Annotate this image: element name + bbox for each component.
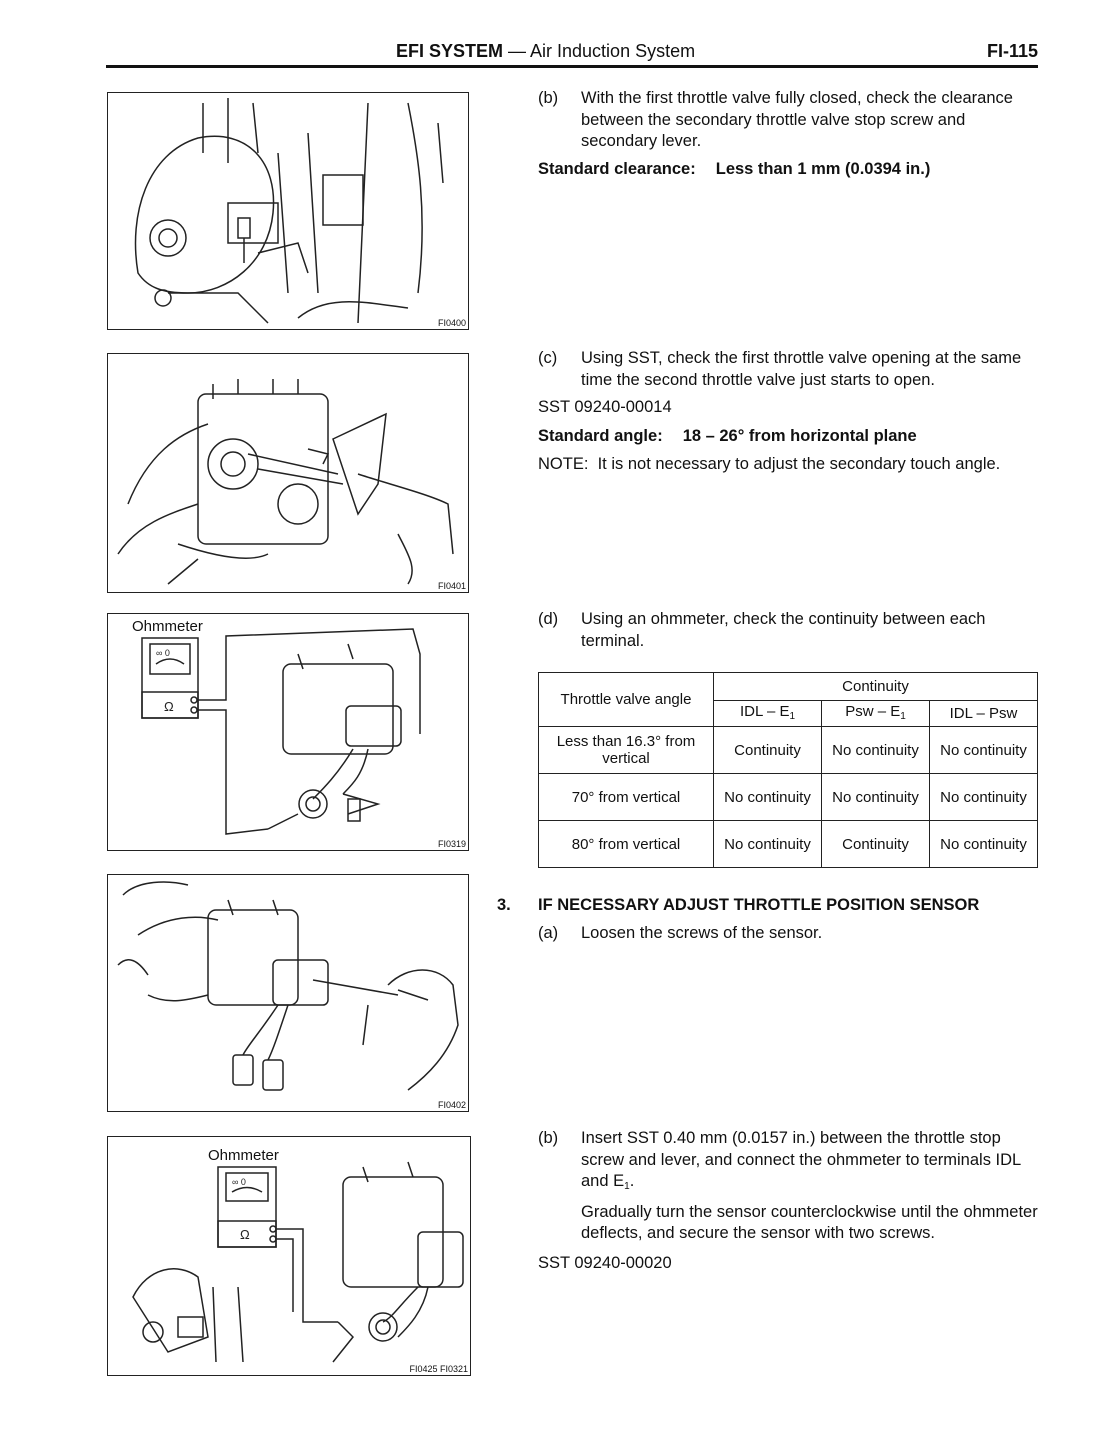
cell-angle: Less than 16.3° from vertical <box>539 727 714 774</box>
figure-sst-angle-gauge <box>107 353 469 593</box>
figure-ohmmeter-adjust <box>107 1136 471 1376</box>
figure-code: FI0402 <box>437 1100 466 1110</box>
page-header <box>106 38 1038 68</box>
cell-psw-e1: Continuity <box>822 821 930 868</box>
svg-text:Ω: Ω <box>164 699 174 714</box>
figure-ohmmeter-continuity-drawing <box>108 614 468 850</box>
page-title: EFI SYSTEM — Air Induction System <box>396 41 696 61</box>
cell-idl-psw: No continuity <box>930 821 1038 868</box>
header-rule <box>106 65 1038 68</box>
svg-text:∞ 0: ∞ 0 <box>156 648 170 658</box>
step-marker: (b) <box>538 1129 559 1147</box>
cell-idl-e1: No continuity <box>714 774 822 821</box>
note-label: NOTE: <box>538 455 589 473</box>
figure-code: FI0400 <box>437 318 466 328</box>
continuity-table <box>538 672 1038 868</box>
standard-angle-spec <box>538 426 1038 448</box>
svg-text:∞ 0: ∞ 0 <box>232 1177 246 1187</box>
step-c-angle <box>538 348 1038 476</box>
spec-label: Standard clearance: <box>538 159 696 178</box>
step-3-title: IF NECESSARY ADJUST THROTTLE POSITION SENSOR <box>538 896 980 914</box>
spec-label: Standard angle: <box>538 426 663 445</box>
cell-idl-psw: No continuity <box>930 774 1038 821</box>
step-text: Loosen the screws of the sensor. <box>581 923 823 942</box>
figure-code: FI0425 FI0321 <box>409 1364 468 1374</box>
step-c-item <box>538 348 1038 391</box>
col-header-continuity: Continuity <box>714 673 1038 701</box>
spec-value: Less than 1 mm (0.0394 in.) <box>715 159 931 178</box>
page-number: FI-115 <box>986 41 1038 61</box>
step-text: With the first throttle valve fully closed, check the clearance between the secondary throttle valve stop screw and secondary lever. <box>581 89 1013 150</box>
col-header-idl-e1: IDL – $E_1$ <box>714 701 822 727</box>
col-header-angle: Throttle valve angle <box>539 673 714 727</box>
step-d-continuity <box>538 609 1038 652</box>
cell-angle: 70° from vertical <box>539 774 714 821</box>
step-number: 3. <box>497 896 511 914</box>
step-b-insert-sst <box>538 1128 1038 1274</box>
figure-code: FI0401 <box>437 581 466 591</box>
ohmmeter-label: Ohmmeter <box>132 618 203 635</box>
table-row <box>539 821 1038 868</box>
step-3-adjust-sensor <box>497 895 1038 944</box>
sst-number: SST 09240-00014 <box>538 398 672 416</box>
step-3a-item <box>538 923 1038 945</box>
sst-number: SST 09240-00020 <box>538 1253 672 1272</box>
cell-psw-e1: No continuity <box>822 774 930 821</box>
cell-idl-e1: Continuity <box>714 727 822 774</box>
step-b-clearance <box>538 88 1038 180</box>
figure-throttle-stop-screw-drawing <box>108 93 468 329</box>
svg-text:Ω: Ω <box>240 1227 250 1242</box>
col-header-psw-e1: Psw – $E_1$ <box>822 701 930 727</box>
spec-value: 18 – 26° from horizontal plane <box>682 426 917 445</box>
step-3-heading <box>497 895 1038 917</box>
step-marker: (c) <box>538 349 558 367</box>
cell-idl-e1: No continuity <box>714 821 822 868</box>
figure-loosen-sensor-screws-drawing <box>108 875 468 1111</box>
step-d-item <box>538 609 1038 652</box>
step-b-item <box>538 88 1038 153</box>
step-marker: (a) <box>538 923 559 942</box>
cell-angle: 80° from vertical <box>539 821 714 868</box>
step-text: Using SST, check the first throttle valve opening at the same time the second throttle valve just starts to open. <box>581 349 1022 389</box>
figure-sst-angle-gauge-drawing <box>108 354 468 592</box>
cell-idl-psw: No continuity <box>930 727 1038 774</box>
step-text: Insert SST 0.40 mm (0.0157 in.) between the throttle stop screw and lever, and connect the ohmmeter to terminals IDL and E <box>581 1129 1021 1190</box>
cell-psw-e1: No continuity <box>822 727 930 774</box>
step-marker: (d) <box>538 610 559 628</box>
table-row <box>539 774 1038 821</box>
standard-clearance-spec <box>538 159 1038 181</box>
figure-ohmmeter-adjust-drawing <box>108 1137 470 1375</box>
figure-loosen-sensor-screws <box>107 874 469 1112</box>
table-row <box>539 727 1038 774</box>
ohmmeter-label: Ohmmeter <box>208 1147 279 1164</box>
col-header-idl-psw: IDL – Psw <box>930 701 1038 727</box>
figure-ohmmeter-continuity <box>107 613 469 851</box>
step-text: Using an ohmmeter, check the continuity between each terminal. <box>581 610 986 650</box>
step-b2-item: (b) Insert SST 0.40 mm (0.0157 in.) between the throttle stop screw and lever, and connect the ohmmeter to terminals IDL and $E_1$. <box>538 1129 1021 1192</box>
step-marker: (b) <box>538 89 559 107</box>
note <box>538 454 1038 476</box>
step-b2-continuation: Gradually turn the sensor counterclockwise until the ohmmeter deflects, and secure the sensor with two screws. <box>581 1202 1038 1242</box>
note-text: It is not necessary to adjust the secondary touch angle. <box>597 455 1001 473</box>
figure-code: FI0319 <box>437 839 466 849</box>
figure-throttle-stop-screw <box>107 92 469 330</box>
